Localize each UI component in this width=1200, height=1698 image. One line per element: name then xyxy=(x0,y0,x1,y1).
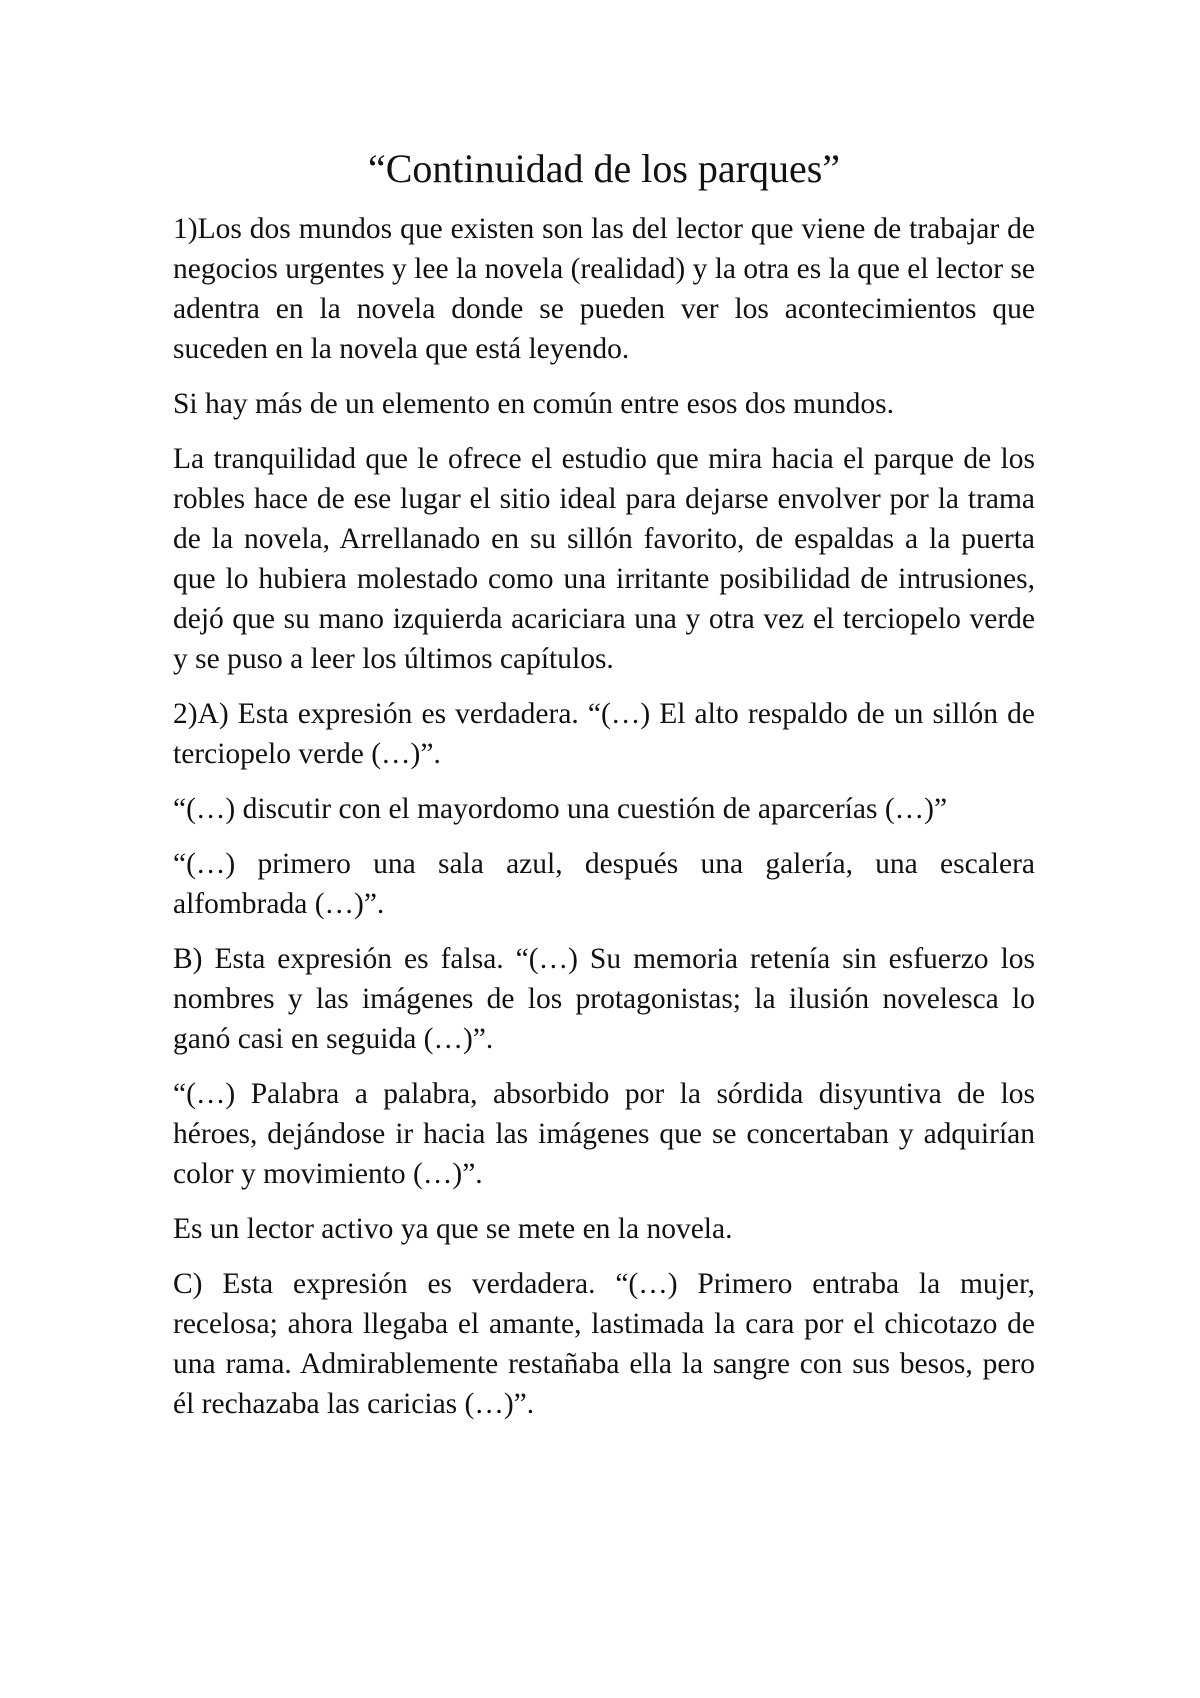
paragraph-7: B) Esta expresión es falsa. “(…) Su memoria retenía sin esfuerzo los nombres y las imágenes de los protagonistas; la ilusión novelesca lo ganó casi en seguida (…)”. xyxy=(173,943,1035,1055)
paragraph-8: “(…) Palabra a palabra, absorbido por la sórdida disyuntiva de los héroes, dejándose ir hacia las imágenes que se concertaban y adquirían color y movimiento (…)”. xyxy=(173,1078,1035,1190)
paragraph-2: Si hay más de un elemento en común entre esos dos mundos. xyxy=(173,388,894,420)
paragraph-1: 1)Los dos mundos que existen son las del lector que viene de trabajar de negocios urgentes y lee la novela (realidad) y la otra es la que el lector se adentra en la novela donde se pueden ver los acontecimientos que suceden en la novela que está leyendo. xyxy=(173,213,1035,365)
paragraph-4: 2)A) Esta expresión es verdadera. “(…) El alto respaldo de un sillón de terciopelo verde (…)”. xyxy=(173,698,1035,770)
paragraph-6: “(…) primero una sala azul, después una galería, una escalera alfombrada (…)”. xyxy=(173,848,1035,920)
document-title: “Continuidad de los parques” xyxy=(367,146,841,191)
paragraph-9: Es un lector activo ya que se mete en la novela. xyxy=(173,1213,733,1245)
document-body xyxy=(173,145,1035,1439)
paragraph-5: “(…) discutir con el mayordomo una cuestión de aparcerías (…)” xyxy=(173,793,948,825)
paragraph-10: C) Esta expresión es verdadera. “(…) Primero entraba la mujer, recelosa; ahora llegaba el amante, lastimada la cara por el chicotazo de una rama. Admirablemente restañaba ella la sangre con sus besos, pero él rechazaba las caricias (…)”. xyxy=(173,1268,1035,1420)
paragraph-3: La tranquilidad que le ofrece el estudio que mira hacia el parque de los robles hace de ese lugar el sitio ideal para dejarse envolver por la trama de la novela, Arrellanado en su sillón favorito, de espaldas a la puerta que lo hubiera molestado como una irritante posibilidad de intrusiones, dejó que su mano izquierda acariciara una y otra vez el terciopelo verde y se puso a leer los últimos capítulos. xyxy=(173,443,1035,675)
